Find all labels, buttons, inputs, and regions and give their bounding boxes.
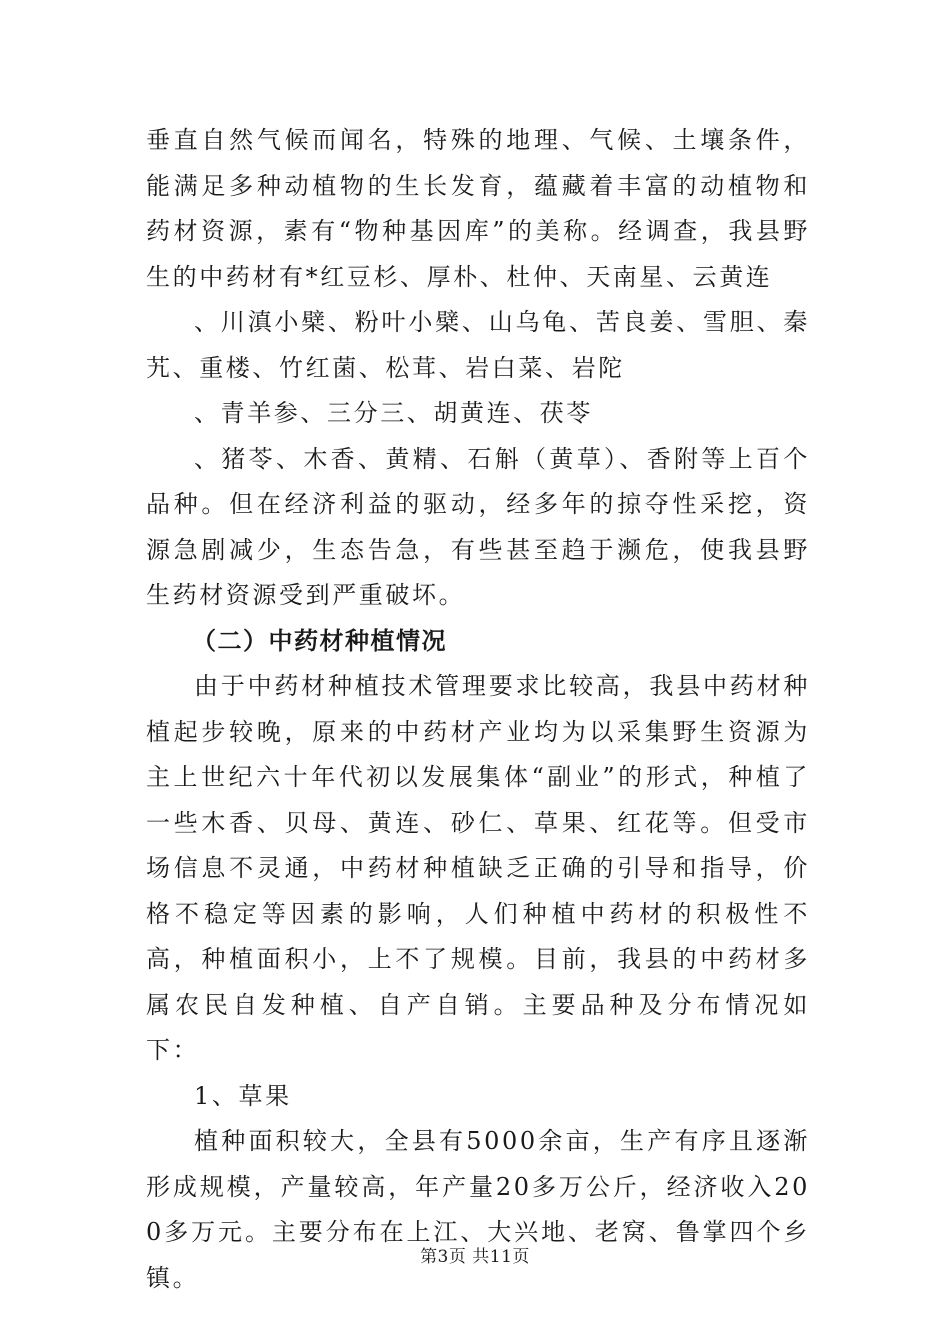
- paragraph: 、青羊参、三分三、胡黄连、茯苓: [194, 399, 593, 427]
- paragraph: 垂直自然气候而闻名，特殊的地理、气候、土壤条件，能满足多种动植物的生长发育，蕴藏着丰富的动植物和药材资源，素有“物种基因库”的美称。经调查，我县野生的中药材有*红豆杉、厚朴、杜仲、天南星、云黄连: [146, 126, 810, 291]
- page-number-footer: 第3页 共11页: [420, 1247, 530, 1267]
- paragraph: 、川滇小檗、粉叶小檗、山乌龟、苦良姜、雪胆、秦艽、重楼、竹红菌、松茸、岩白菜、岩陀: [146, 308, 810, 382]
- subsection-title: 1、草果: [194, 1081, 292, 1110]
- paragraph: 植种面积较大，全县有5000余亩，生产有序且逐渐形成规模，产量较高，年产量20多万公斤，经济收入200多万元。主要分布在上江、大兴地、老窝、鲁掌四个乡镇。: [146, 1127, 810, 1292]
- section-heading: （二）中药材种植情况: [192, 626, 447, 655]
- document-body: [146, 118, 810, 1301]
- paragraph: 由于中药材种植技术管理要求比较高，我县中药材种植起步较晚，原来的中药材产业均为以采集野生资源为主上世纪六十年代初以发展集体“副业”的形式，种植了一些木香、贝母、黄连、砂仁、草果、红花等。但受市场信息不灵通，中药材种植缺乏正确的引导和指导，价格不稳定等因素的影响，人们种植中药材的积极性不高，种植面积小，上不了规模。目前，我县的中药材多属农民自发种植、自产自销。主要品种及分布情况如下：: [146, 672, 810, 1064]
- paragraph: 、猪苓、木香、黄精、石斛（黄草）、香附等上百个品种。但在经济利益的驱动，经多年的掠夺性采挖，资源急剧减少，生态告急，有些甚至趋于濒危，使我县野生药材资源受到严重破坏。: [146, 444, 810, 609]
